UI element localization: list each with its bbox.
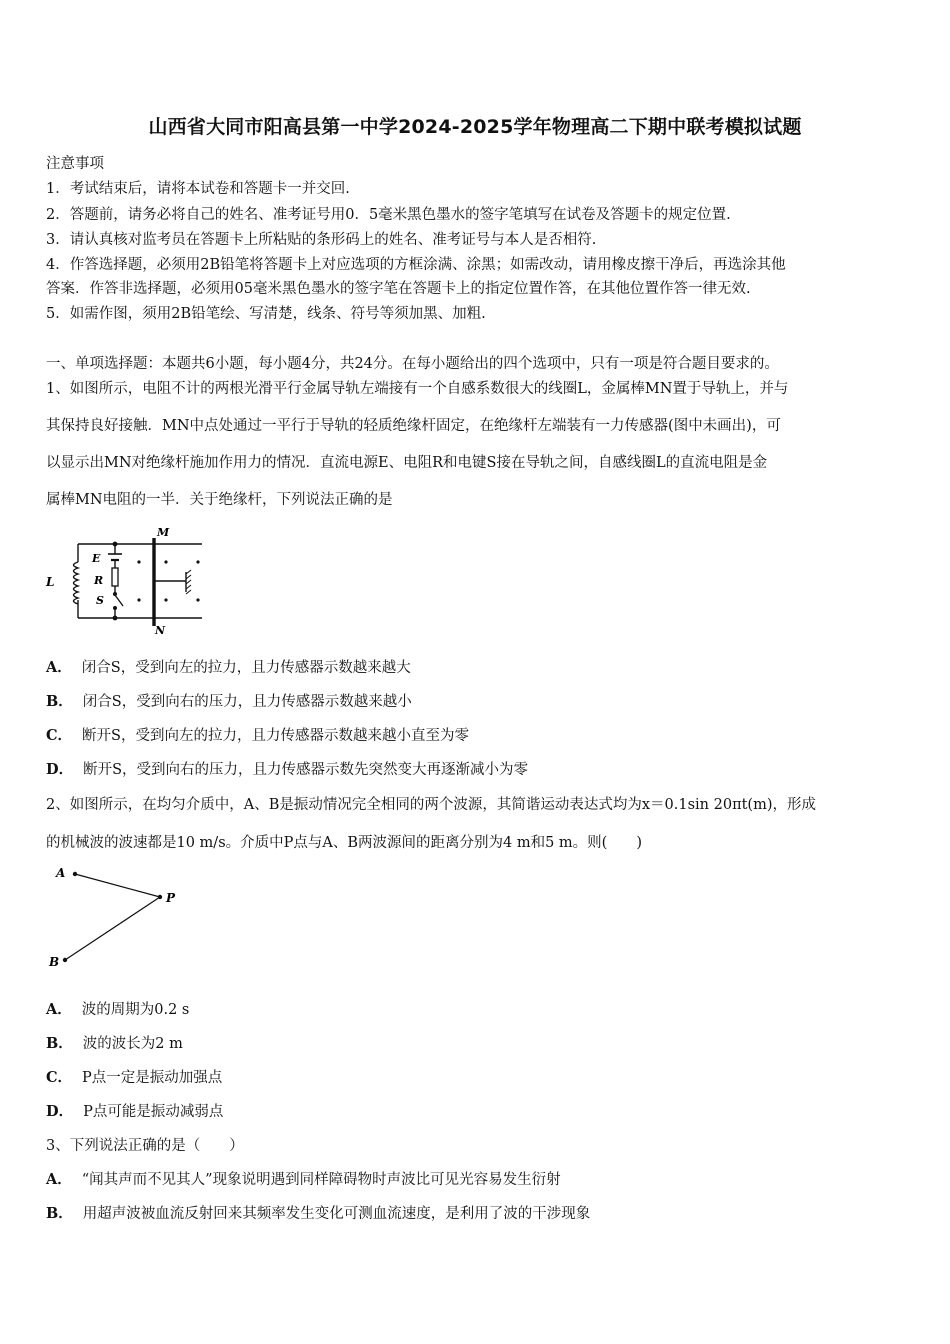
field-dot <box>196 598 199 601</box>
q2-stem-line: 的机械波的波速都是10 m/s。介质中P点与A、B两波源间的距离分别为4 m和5 m。则( ) <box>46 835 642 851</box>
field-dot <box>164 560 167 563</box>
q1-circuit-figure <box>40 522 215 637</box>
label-s: S <box>96 594 104 607</box>
q2-option-a: A． 波的周期为0.2 s <box>46 1001 190 1018</box>
segment-bp <box>65 897 160 960</box>
switch-blade <box>115 595 123 606</box>
page-title: 山西省大同市阳高县第一中学2024-2025学年物理高二下期中联考模拟试题 <box>148 116 802 138</box>
label-a: A <box>56 866 66 880</box>
notice-item: 4．作答选择题，必须用2B铅笔将答题卡上对应选项的方框涂满、涂黑；如需改动，请用橡皮擦干净后，再选涂其他 <box>46 257 786 273</box>
q2-option-b: B． 波的波长为2 m <box>46 1035 183 1052</box>
notice-heading: 注意事项 <box>46 156 104 172</box>
switch-contact <box>113 606 117 610</box>
q2-option-d: D． P点可能是振动减弱点 <box>46 1103 224 1120</box>
section-heading: 一、单项选择题：本题共6小题，每小题4分，共24分。在每小题给出的四个选项中，只有一项是符合题目要求的。 <box>46 356 779 372</box>
label-p: P <box>166 891 176 905</box>
q1-option-b: B． 闭合S，受到向右的压力，且力传感器示数越来越小 <box>46 693 412 710</box>
q1-stem-line: 以显示出MN对绝缘杆施加作用力的情况．直流电源E、电阻R和电键S接在导轨之间，自感线圈L的直流电阻是金 <box>46 455 768 471</box>
q1-option-d: D． 断开S，受到向右的压力，且力传感器示数先突然变大再逐渐减小为零 <box>46 761 529 778</box>
label-b: B <box>49 955 60 969</box>
q1-option-a: A． 闭合S，受到向左的拉力，且力传感器示数越来越大 <box>46 659 411 676</box>
field-dot <box>137 598 140 601</box>
q1-stem-line: 其保持良好接触．MN中点处通过一平行于导轨的轻质绝缘杆固定，在绝缘杆左端装有一力传感器(图中未画出)，可 <box>46 418 781 434</box>
notice-item: 3．请认真核对监考员在答题卡上所粘贴的条形码上的姓名、准考证号与本人是否相符. <box>46 232 597 248</box>
point-a <box>73 872 77 876</box>
q1-stem-line: 1、如图所示，电阻不计的两根光滑平行金属导轨左端接有一个自感系数很大的线圈L，金属棒MN置于导轨上，并与 <box>46 381 789 397</box>
inductor-coil <box>74 562 79 604</box>
q3-option-b: B． 用超声波被血流反射回来其频率发生变化可测血流速度，是利用了波的干涉现象 <box>46 1205 591 1222</box>
label-m: M <box>157 526 170 539</box>
field-dot <box>164 598 167 601</box>
field-dot <box>196 560 199 563</box>
point-b <box>63 958 67 962</box>
notice-item: 1．考试结束后，请将本试卷和答题卡一并交回. <box>46 181 350 197</box>
field-dot <box>137 560 140 563</box>
q1-stem-line: 属棒MN电阻的一半．关于绝缘杆，下列说法正确的是 <box>46 492 393 508</box>
q2-option-c: C． P点一定是振动加强点 <box>46 1069 223 1086</box>
notice-item: 2．答题前，请务必将自己的姓名、准考证号用0．5毫米黑色墨水的签字笔填写在试卷及答题卡的规定位置. <box>46 207 731 223</box>
notice-item: 5．如需作图，须用2B铅笔绘、写清楚，线条、符号等须加黑、加粗. <box>46 306 486 322</box>
q2-wave-figure <box>45 860 185 972</box>
resistor <box>112 568 118 586</box>
label-l: L <box>46 575 55 589</box>
q2-stem-line: 2、如图所示，在均匀介质中，A、B是振动情况完全相同的两个波源，其简谐运动表达式均为x＝0.1sin 20πt(m)，形成 <box>46 797 816 813</box>
q3-stem: 3、下列说法正确的是（ ） <box>46 1138 244 1154</box>
label-r: R <box>94 574 104 587</box>
notice-item: 答案．作答非选择题，必须用05毫米黑色墨水的签字笔在答题卡上的指定位置作答，在其他位置作答一律无效. <box>46 281 751 297</box>
label-e: E <box>92 552 101 565</box>
point-p <box>158 895 162 899</box>
q3-option-a: A． “闻其声而不见其人”现象说明遇到同样障碍物时声波比可见光容易发生衍射 <box>46 1171 561 1188</box>
q1-option-c: C． 断开S，受到向左的拉力，且力传感器示数越来越小直至为零 <box>46 727 469 744</box>
wall-hatch <box>186 570 191 594</box>
label-n: N <box>155 624 166 637</box>
segment-ap <box>75 874 160 897</box>
